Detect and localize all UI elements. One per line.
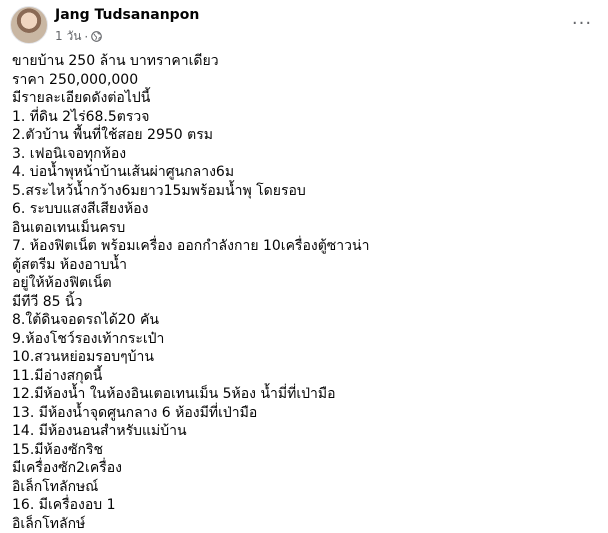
meta-separator: · xyxy=(84,30,88,44)
post-line: มีรายละเอียดดังต่อไปนี้ xyxy=(12,89,596,108)
post-line: 7. ห้องฟิตเน็ต พร้อมเครื่อง ออกกำลังกาย 10เครื่องตู้ซาวน่า xyxy=(12,237,596,256)
post-line: 2.ตัวบ้าน พื้นที่ใช้สอย 2950 ตรม xyxy=(12,126,596,145)
post-header xyxy=(10,6,598,46)
post-line: 9.ห้องโชว์รองเท้ากระเป๋า xyxy=(12,330,596,349)
post-line: 14. มีห้องนอนสำหรับแม่บ้าน xyxy=(12,422,596,441)
post-line: อยู่ให้ห้องฟิตเน็ต xyxy=(12,274,596,293)
post-line: 15.มีห้องซักริช xyxy=(12,441,596,460)
avatar[interactable] xyxy=(10,6,48,44)
post-line: 3. เฟอนิเจอทุกห้อง xyxy=(12,145,596,164)
post-meta xyxy=(55,27,102,46)
post-line: 6. ระบบแสงสีเสียงห้อง xyxy=(12,200,596,219)
post-body xyxy=(12,52,596,533)
post-line: 4. บ่อน้ำพุหน้าบ้านเส้นผ่าศูนกลาง6ม xyxy=(12,163,596,182)
globe-icon[interactable] xyxy=(91,31,102,42)
post-line: 1. ที่ดิน 2ไร่68.5ตรวจ xyxy=(12,108,596,127)
post-line: 16. มีเครื่องอบ 1 xyxy=(12,496,596,515)
post-line: อินเตอเทนเม็นครบ xyxy=(12,219,596,238)
post-line: 10.สวนหย่อมรอบๆบ้าน xyxy=(12,348,596,367)
post-time[interactable]: 1 วัน xyxy=(55,27,81,46)
more-options-button[interactable] xyxy=(566,8,598,40)
post-line: ราคา 250,000,000 xyxy=(12,71,596,90)
post-line: 5.สระไหว้น้ำกว้าง6มยาว15มพร้อมน้ำพุ โดยรอบ xyxy=(12,182,596,201)
post-line: ขายบ้าน 250 ล้าน บาทราคาเดียว xyxy=(12,52,596,71)
post-line: อิเล็กโทลักษ์ xyxy=(12,515,596,533)
post-line: ตู้สตรีม ห้องอาบน้ำ xyxy=(12,256,596,275)
post-line: 8.ใต้ดินจอดรถได้20 คัน xyxy=(12,311,596,330)
post-line: มีทีวี 85 นิ้ว xyxy=(12,293,596,312)
author-name[interactable]: Jang Tudsananpon xyxy=(55,7,199,23)
post-line: 11.มีอ่างสกุดนี้ xyxy=(12,367,596,386)
more-horizontal-icon: ··· xyxy=(572,15,592,33)
post-line: อิเล็กโทลักษณ์ xyxy=(12,478,596,497)
post-line: 13. มีห้องน้ำจุดศูนกลาง 6 ห้องมีที่เป่ามือ xyxy=(12,404,596,423)
post-line: มีเครื่องซัก2เครื่อง xyxy=(12,459,596,478)
post-line: 12.มีห้องน้ำ ในห้องอินเตอเทนเม็น 5ห้อง น้ำมี่ที่เป่ามือ xyxy=(12,385,596,404)
